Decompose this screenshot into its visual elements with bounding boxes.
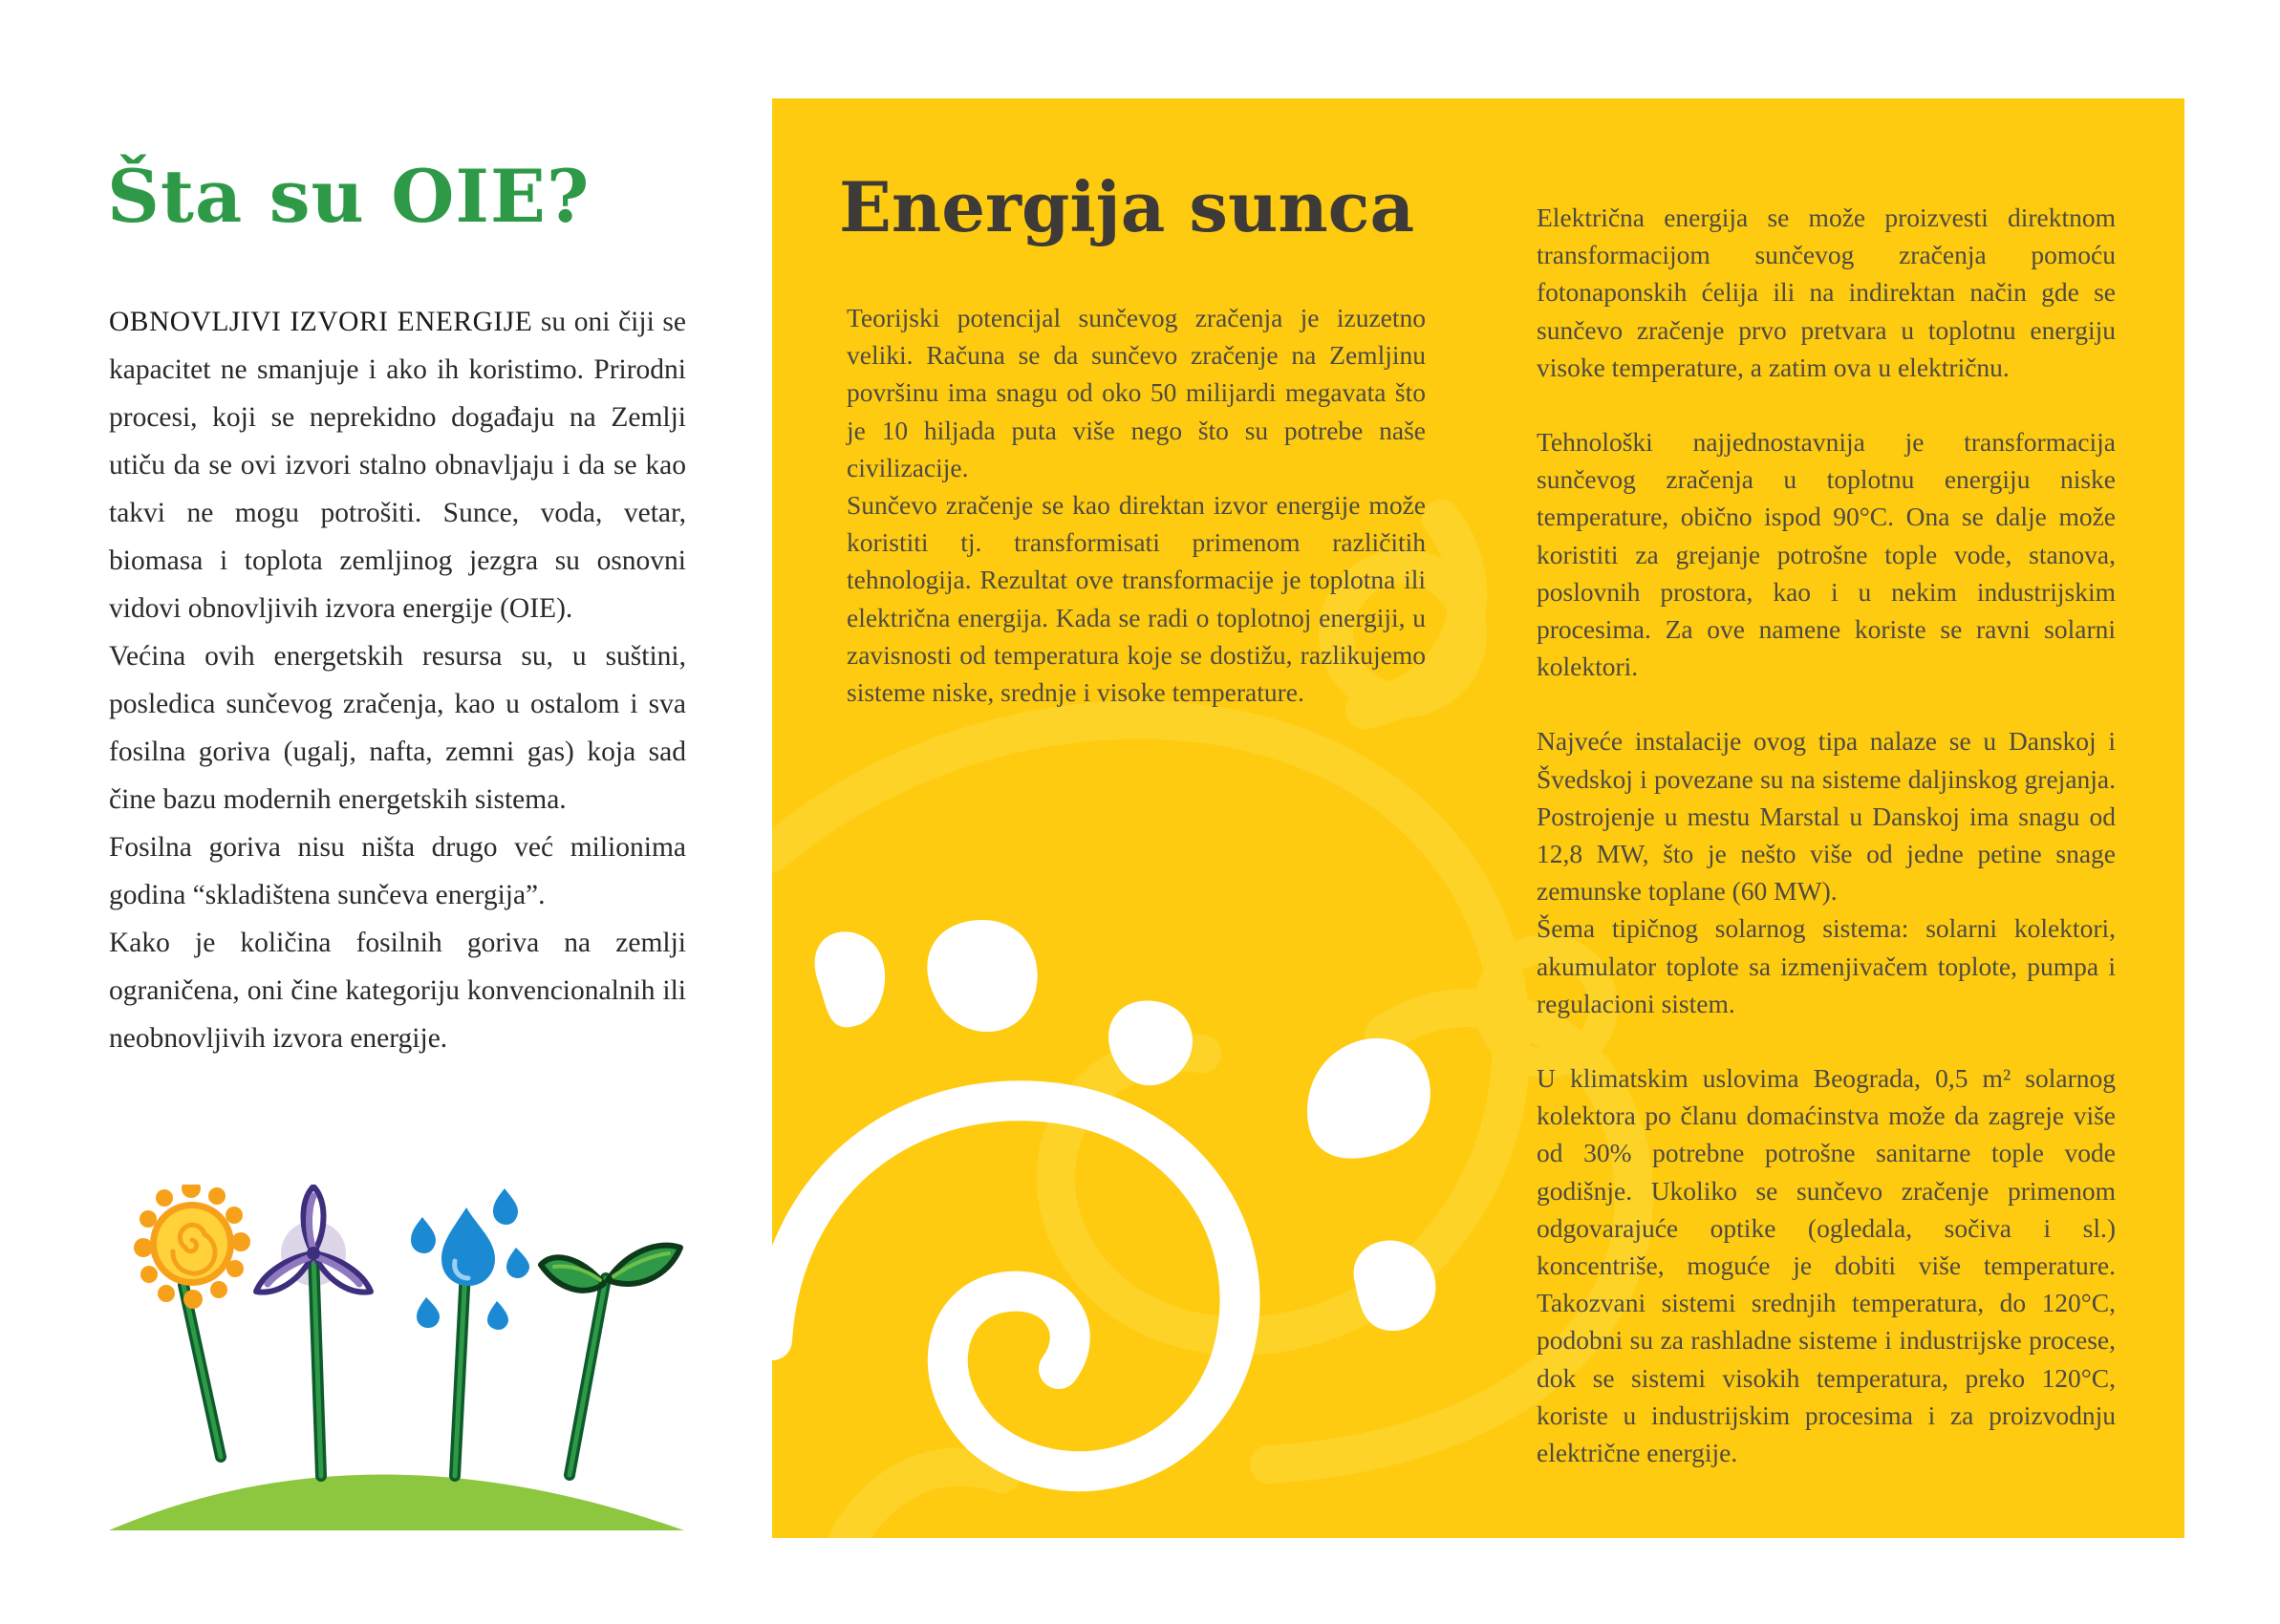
water-drop-flower-icon (411, 1188, 529, 1476)
paragraph: Teorijski potencijal sunčevog zračenja je izuzetno veliki. Računa se da sunčevo zračenje na Zemljinu površinu ima snagu od oko 50 milijardi megavata što je 10 hiljada puta više nego što su potrebe naše civilizacije. (847, 303, 1426, 482)
paragraph: Kako je količina fosilnih goriva na zemlji ograničena, oni čine kategoriju konvencionalnih ili neobnovljivih izvora energije. (109, 928, 686, 1054)
sun-flower-icon (134, 1185, 250, 1457)
intro-paragraph-rest: su oni čiji se kapacitet ne smanjuje i ako ih koristimo. Prirodni procesi, koji se neprekidno događaju na Zemlji utiču da se ovi izvori stalno obnavljaju i da se kao takvi ne mogu potrošiti. Sunce, voda, vetar, biomasa i toplota zemljinog jezgra su osnovni vidovi obnovljivih izvora energije (OIE). (109, 307, 686, 624)
paragraph: Fosilna goriva nisu ništa drugo već milionima godina “skladištena sunčeva energija”. (109, 832, 686, 910)
right-column-text (1537, 199, 2116, 1471)
paragraph: Najveće instalacije ovog tipa nalaze se u Danskoj i Švedskoj i povezane su na sisteme daljinskog grejanja. Postrojenje u mestu Marstal u Danskoj ima snagu od 12,8 MW, što je nešto više od jedne petine snage zemunske toplane (60 MW). (1537, 726, 2116, 907)
leaf-sprout-icon (541, 1246, 680, 1475)
lead-term: OBNOVLJIVI IZVORI ENERGIJE (109, 307, 533, 337)
paragraph: Tehnološki najjednostavnija je transformacija sunčevog zračenja u toplotnu energiju niske temperature, obično ispod 90°C. Ona se dalje može koristiti za grejanje potrošne tople vode, stanova, poslovnih prostora, kao i u nekim industrijskim procesima. Za ove namene koriste se ravni solarni kolektori. (1537, 427, 2116, 682)
intro-paragraph (109, 298, 686, 632)
white-sun-swirl (772, 1100, 1240, 1471)
renewable-energy-illustration (92, 1185, 694, 1548)
paragraph: Većina ovih energetskih resursa su, u suštini, posledica sunčevog zračenja, kao u ostalom i sva fosilna goriva (ugalj, nafta, zemni gas) koja sad čine bazu modernih energetskih sistema. (109, 641, 686, 815)
paragraph: Sunčevo zračenje se kao direktan izvor energije može koristiti tj. transformisati primenom različitih tehnologija. Rezultat ove transformacije je toplotna ili električna energija. Kada se radi o toplotnoj energiji, u zavisnosti od temperatura koje se dostižu, razlikujemo sisteme niske, srednje i visoke temperature. (847, 490, 1426, 708)
solar-energy-panel (772, 98, 2184, 1538)
page-title: Šta su OIE? (107, 154, 591, 239)
wind-turbine-flower-icon (256, 1186, 371, 1476)
paragraph: Električna energija se može proizvesti direktnom transformacijom sunčevog zračenja pomoću fotonaponskih ćelija ili na indirektan način gde se sunčevo zračenje prvo pretvara u toplotnu energiju visoke temperature, a zatim ova u električnu. (1537, 203, 2116, 382)
paragraph: Šema tipičnog solarnog sistema: solarni kolektori, akumulator toplote sa izmenjivačem toplote, pumpa i regulacioni sistem. (1537, 913, 2116, 1018)
intro-text (109, 298, 686, 1062)
section-title: Energija sunca (839, 166, 1415, 247)
green-hill (109, 1475, 684, 1531)
middle-column-text (847, 299, 1426, 711)
paragraph: U klimatskim uslovima Beograda, 0,5 m² solarnog kolektora po članu domaćinstva može da zagreje više od 30% potrebne potrošne sanitarne tople vode godišnje. Ukoliko se sunčevo zračenje primenom odgovarajuće optike (ogledala, sočiva i sl.) koncentriše, moguće je dobiti više temperature. Takozvani sistemi srednjih temperatura, do 120°C, podobni su za rashladne sisteme i industrijske procese, dok se sistemi visokih temperatura, preko 120°C, koriste u industrijskim procesima i za proizvodnju električne energije. (1537, 1063, 2116, 1468)
